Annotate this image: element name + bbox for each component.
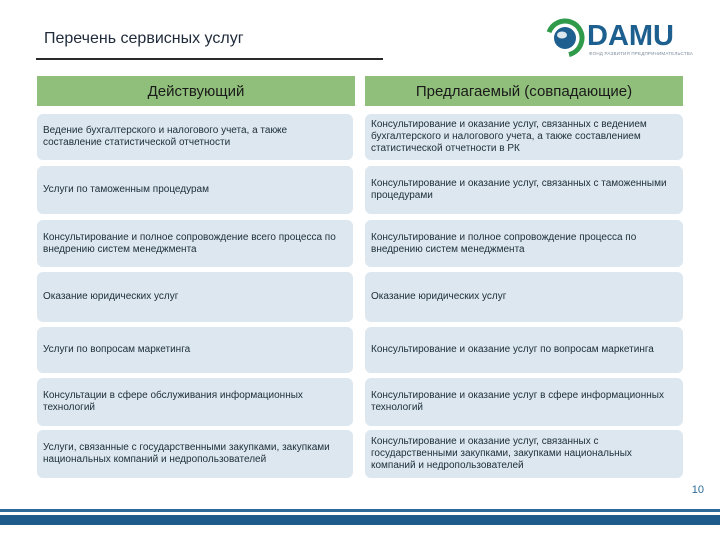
- row-3-current: Консультирование и полное сопровождение всего процесса по внедрению систем менеджмента: [37, 220, 353, 267]
- row-4-proposed: Оказание юридических услуг: [365, 272, 683, 322]
- damu-emblem-icon: [545, 18, 585, 58]
- row-7-current: Услуги, связанные с государственными закупками, закупками национальных компаний и недропользователей: [37, 430, 353, 478]
- row-6-proposed: Консультирование и оказание услуг в сфере информационных технологий: [365, 378, 683, 426]
- row-1-proposed: Консультирование и оказание услуг, связанных с ведением бухгалтерского и налогового учета, а также составлением статистической отчетности в РК: [365, 114, 683, 160]
- page-number: 10: [691, 484, 704, 496]
- page-title: Перечень сервисных услуг: [44, 30, 244, 47]
- footer-bar: [0, 515, 720, 525]
- row-5-current: Услуги по вопросам маркетинга: [37, 327, 353, 373]
- row-1-current: Ведение бухгалтерского и налогового учета, а также составление статистической отчетности: [37, 114, 353, 160]
- row-7-proposed: Консультирование и оказание услуг, связанных с государственными закупками, закупками национальных компаний и недропользователей: [365, 430, 683, 478]
- row-3-proposed: Консультирование и полное сопровождение процесса по внедрению систем менеджмента: [365, 220, 683, 267]
- footer-line: [0, 509, 720, 512]
- logo-tagline: ФОНД РАЗВИТИЯ ПРЕДПРИНИМАТЕЛЬСТВА: [589, 51, 694, 56]
- damu-logo: [545, 18, 720, 62]
- title-underline: [36, 58, 383, 60]
- row-6-current: Консультации в сфере обслуживания информационных технологий: [37, 378, 353, 426]
- header-current: Действующий: [37, 76, 355, 106]
- row-5-proposed: Консультирование и оказание услуг по вопросам маркетинга: [365, 327, 683, 373]
- row-2-proposed: Консультирование и оказание услуг, связанных с таможенными процедурами: [365, 166, 683, 214]
- row-4-current: Оказание юридических услуг: [37, 272, 353, 322]
- logo-wordmark: DAMU: [587, 20, 674, 52]
- row-2-current: Услуги по таможенным процедурам: [37, 166, 353, 214]
- header-proposed: Предлагаемый (совпадающие): [365, 76, 683, 106]
